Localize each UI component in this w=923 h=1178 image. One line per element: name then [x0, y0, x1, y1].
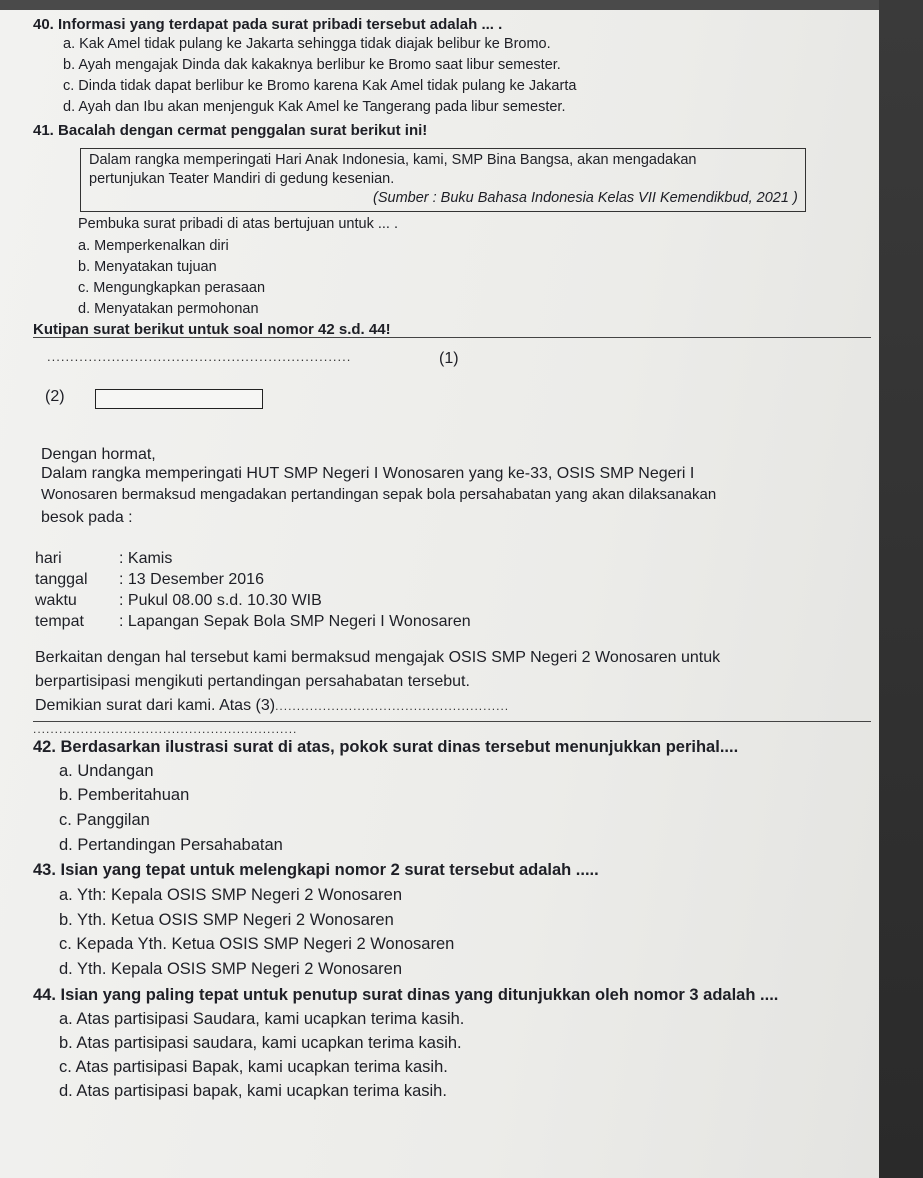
q43-option-d: d. Yth. Kepala OSIS SMP Negeri 2 Wonosaren: [59, 960, 403, 978]
q44-option-b: b. Atas partisipasi saudara, kami ucapkan terima kasih.: [59, 1034, 462, 1052]
body-line-3: besok pada :: [41, 509, 133, 526]
letter-excerpt-box: [80, 148, 806, 212]
question-44: 44. Isian yang paling tepat untuk penutup surat dinas yang ditunjukkan oleh nomor 3 adalah ....: [33, 986, 779, 1004]
detail-label: tempat: [35, 613, 84, 630]
q43-option-c: c. Kepada Yth. Ketua OSIS SMP Negeri 2 Wonosaren: [59, 935, 455, 953]
detail-row-time: [35, 592, 322, 610]
q40-option-d: d. Ayah dan Ibu akan menjenguk Kak Amel ke Tangerang pada libur semester.: [63, 99, 566, 115]
closing-line-3: [35, 697, 509, 715]
excerpt-heading: Kutipan surat berikut untuk soal nomor 42 s.d. 44!: [33, 321, 391, 338]
question-41: 41. Bacalah dengan cermat penggalan surat berikut ini!: [33, 122, 428, 139]
excerpt-line-2: pertunjukan Teater Mandiri di gedung kesenian.: [89, 171, 395, 187]
q41-option-b: b. Menyatakan tujuan: [78, 259, 217, 275]
detail-value: : Lapangan Sepak Bola SMP Negeri I Wonosaren: [119, 613, 471, 630]
blank-line-bottom: .............................................................: [33, 722, 298, 736]
detail-label: waktu: [35, 592, 77, 609]
page-right-shadow: [879, 0, 923, 1178]
q40-option-a: a. Kak Amel tidak pulang ke Jakarta sehingga tidak diajak belibur ke Bromo.: [63, 36, 551, 52]
question-43: 43. Isian yang tepat untuk melengkapi nomor 2 surat tersebut adalah .....: [33, 861, 599, 879]
detail-value: : Pukul 08.00 s.d. 10.30 WIB: [119, 592, 322, 609]
detail-label: tanggal: [35, 571, 88, 588]
q44-option-c: c. Atas partisipasi Bapak, kami ucapkan terima kasih.: [59, 1058, 448, 1076]
recipient-blank-box: [95, 389, 263, 409]
body-line-2: Wonosaren bermaksud mengadakan pertandingan sepak bola persahabatan yang akan dilaksanakan: [41, 486, 717, 503]
q40-option-b: b. Ayah mengajak Dinda dak kakaknya berlibur ke Bromo saat libur semester.: [63, 57, 561, 73]
q44-option-a: a. Atas partisipasi Saudara, kami ucapkan terima kasih.: [59, 1010, 465, 1028]
blank-1: ..................................................................: [47, 349, 352, 364]
q40-option-c: c. Dinda tidak dapat berlibur ke Bromo karena Kak Amel tidak pulang ke Jakarta: [63, 78, 577, 94]
question-40: 40. Informasi yang terdapat pada surat pribadi tersebut adalah ... .: [33, 16, 503, 33]
detail-row-place: [35, 613, 471, 631]
detail-label: hari: [35, 550, 62, 567]
closing-line-2: berpartisipasi mengikuti pertandingan persahabatan tersebut.: [35, 673, 470, 690]
q42-option-b: b. Pemberitahuan: [59, 786, 190, 804]
marker-2: (2): [45, 388, 65, 405]
q42-option-d: d. Pertandingan Persahabatan: [59, 836, 283, 854]
q42-option-a: a. Undangan: [59, 762, 154, 780]
blank-3: ......................................................: [275, 699, 510, 713]
q43-option-a: a. Yth: Kepala OSIS SMP Negeri 2 Wonosaren: [59, 886, 403, 904]
excerpt-line-1: Dalam rangka memperingati Hari Anak Indonesia, kami, SMP Bina Bangsa, akan mengadakan: [89, 152, 697, 168]
detail-value: : Kamis: [119, 550, 173, 567]
marker-1: (1): [439, 350, 459, 367]
q41-option-c: c. Mengungkapkan perasaan: [78, 280, 266, 296]
q41-option-d: d. Menyatakan permohonan: [78, 301, 259, 317]
closing-text: Demikian surat dari kami. Atas (3): [35, 697, 276, 714]
greeting: Dengan hormat,: [41, 446, 156, 463]
q41-option-a: a. Memperkenalkan diri: [78, 238, 229, 254]
q42-option-c: c. Panggilan: [59, 811, 150, 829]
question-42: 42. Berdasarkan ilustrasi surat di atas, pokok surat dinas tersebut menunjukkan perihal....: [33, 738, 739, 756]
detail-row-day: [35, 550, 172, 568]
page-top-shadow: [0, 0, 923, 10]
detail-row-date: [35, 571, 264, 589]
q44-option-d: d. Atas partisipasi bapak, kami ucapkan terima kasih.: [59, 1082, 447, 1100]
official-letter: [33, 337, 871, 722]
q41-prompt: Pembuka surat pribadi di atas bertujuan untuk ... .: [78, 216, 398, 232]
q43-option-b: b. Yth. Ketua OSIS SMP Negeri 2 Wonosaren: [59, 911, 394, 929]
body-line-1: Dalam rangka memperingati HUT SMP Negeri I Wonosaren yang ke-33, OSIS SMP Negeri I: [41, 465, 695, 482]
detail-value: : 13 Desember 2016: [119, 571, 264, 588]
excerpt-source: (Sumber : Buku Bahasa Indonesia Kelas VII Kemendikbud, 2021 ): [373, 190, 798, 206]
closing-line-1: Berkaitan dengan hal tersebut kami bermaksud mengajak OSIS SMP Negeri 2 Wonosaren untuk: [35, 649, 721, 666]
